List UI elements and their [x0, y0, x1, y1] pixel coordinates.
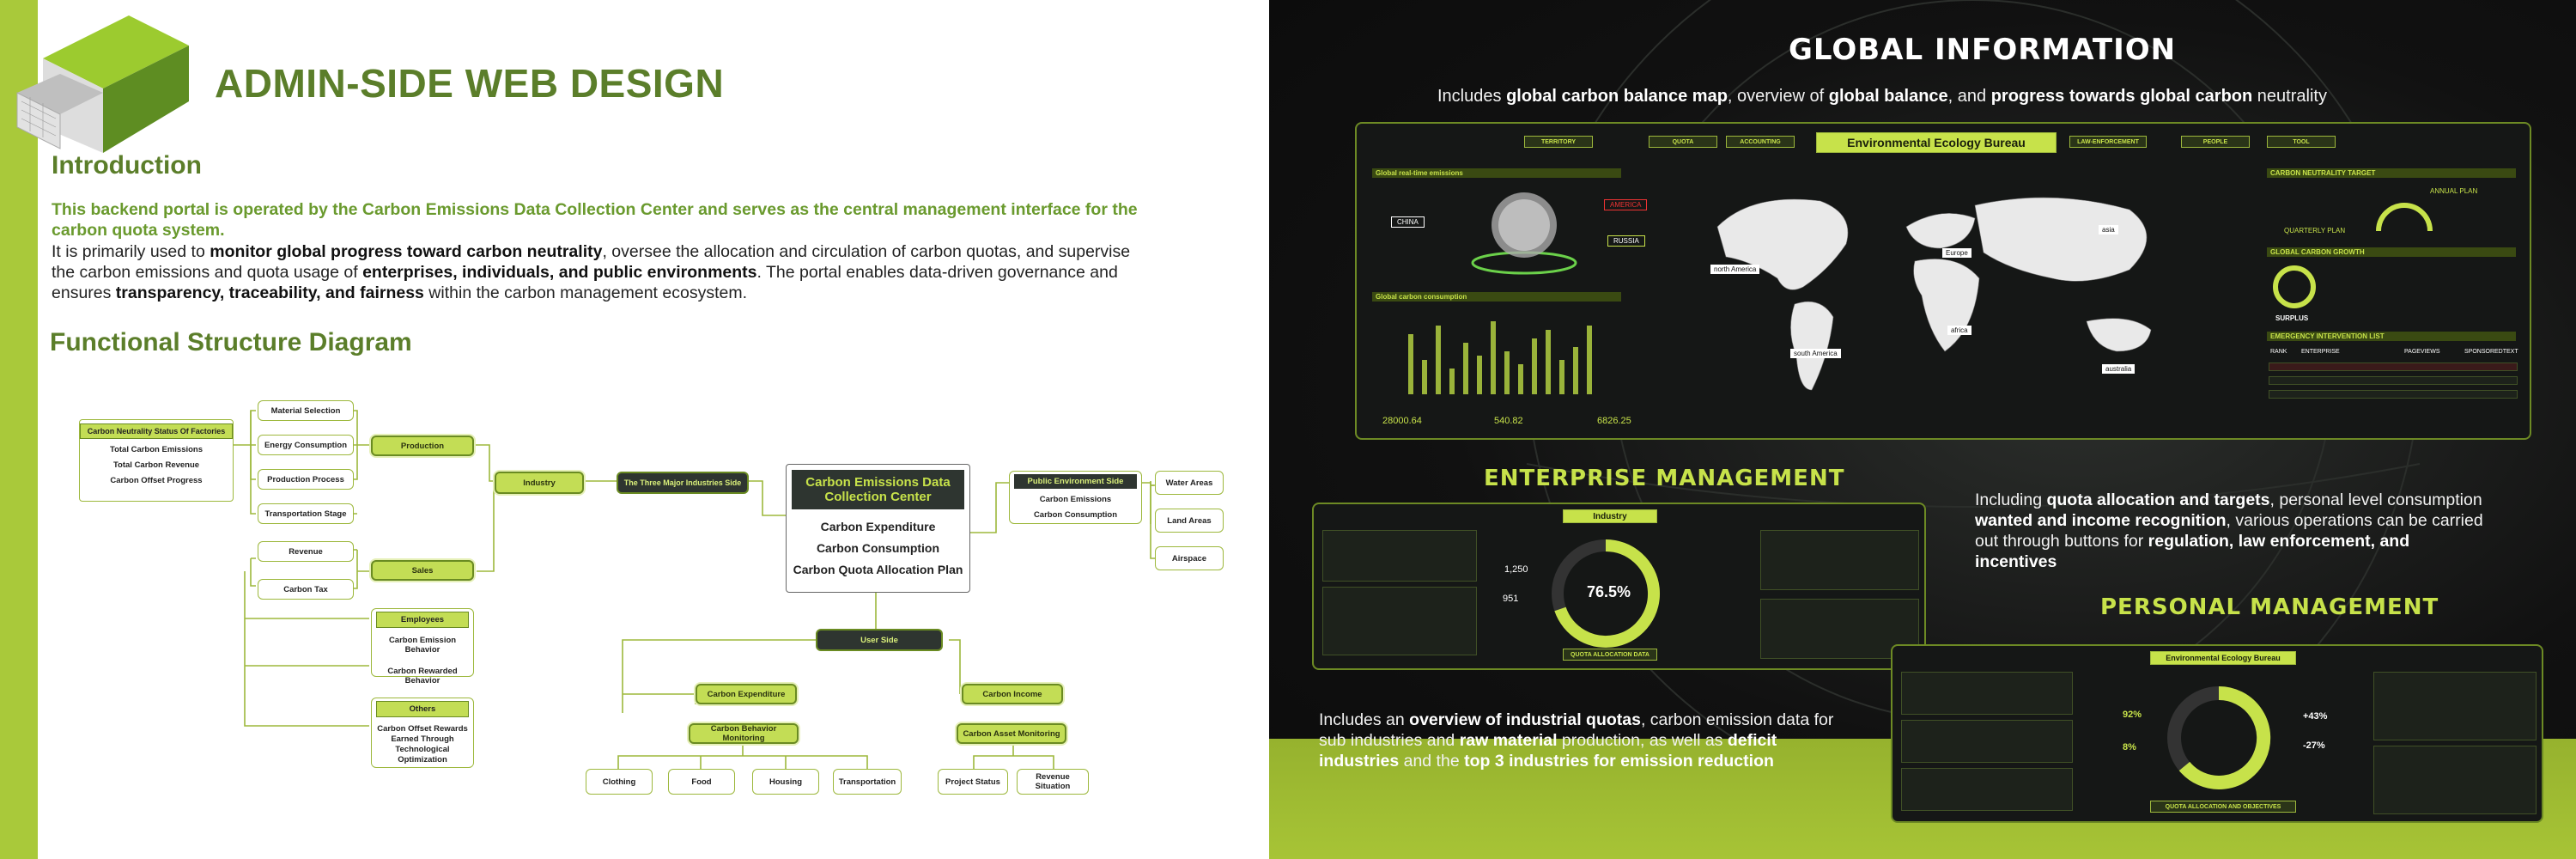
- diagram-heading: Functional Structure Diagram: [50, 328, 412, 356]
- quota-percent: 76.5%: [1587, 583, 1631, 600]
- neutrality-target-label: CARBON NEUTRALITY TARGET: [2267, 168, 2516, 178]
- employee-item: Carbon Rewarded Behavior: [387, 667, 458, 685]
- employees-card: [371, 608, 474, 685]
- intro-lead: This backend portal is operated by the Carbon Emissions Data Collection Center and serves as the central management interface for the carbon quota system.: [52, 200, 1138, 240]
- data-center-card: [786, 464, 970, 593]
- bureau-title: Environmental Ecology Bureau: [1816, 132, 2057, 153]
- region-label: australia: [2102, 364, 2135, 374]
- growth-label: GLOBAL CARBON GROWTH: [2267, 247, 2516, 257]
- public-side-card: [1009, 471, 1142, 524]
- public-side-title: Public Environment Side: [1014, 474, 1138, 489]
- nav-tab[interactable]: ACCOUNTING: [1726, 136, 1795, 148]
- public-item: Carbon Emissions: [1039, 495, 1112, 504]
- industry-node: Industry: [495, 472, 584, 494]
- personal-title: PERSONAL MANAGEMENT: [2100, 594, 2439, 620]
- country-label: AMERICA: [1604, 199, 1647, 210]
- enterprise-title: ENTERPRISE MANAGEMENT: [1484, 466, 1845, 491]
- employee-item: Carbon Emission Behavior: [388, 636, 457, 655]
- data-center-title: Carbon Emissions Data Collection Center: [792, 470, 964, 509]
- income-card: [2373, 746, 2537, 814]
- enterprise-dashboard-screenshot: [1312, 503, 1926, 670]
- behavior-item: Housing: [752, 769, 819, 795]
- others-title: Others: [376, 701, 470, 717]
- admin-design-panel: [0, 0, 1269, 859]
- global-info-desc: Includes global carbon balance map, overview of global balance, and progress towards global carbon neutrality: [1437, 87, 2327, 106]
- enterprise-desc: Includes an overview of industrial quotas, carbon emission data for sub industries and raw material production, as well as deficit industries and the top 3 industries for emission reduction: [1319, 710, 1834, 771]
- table-header: SPONSOREDTEXT: [2464, 349, 2518, 355]
- nav-tab[interactable]: PEOPLE: [2181, 136, 2250, 148]
- center-item: Carbon Expenditure: [820, 520, 936, 533]
- nav-tab[interactable]: QUOTA: [1649, 136, 1717, 148]
- emergency-label: EMERGENCY INTERVENTION LIST: [2267, 332, 2516, 341]
- carbon-expenditure-node: Carbon Expenditure: [696, 684, 797, 704]
- intro-heading: Introduction: [52, 151, 202, 180]
- table-header: ENTERPRISE: [2301, 349, 2340, 355]
- asset-monitoring-node: Carbon Asset Monitoring: [957, 723, 1066, 744]
- industry-tab[interactable]: Industry: [1563, 509, 1657, 523]
- enforcement-card: [1901, 720, 2073, 763]
- personal-percent: 92%: [2123, 710, 2142, 720]
- enterprise-card: [1322, 587, 1477, 655]
- asset-item: Revenue Situation: [1017, 769, 1089, 795]
- region-label: north America: [1710, 265, 1759, 274]
- personal-ring-chart: [2150, 673, 2287, 802]
- stat-value: 28000.64: [1382, 416, 1422, 426]
- personal-dashboard-screenshot: [1891, 644, 2543, 823]
- table-row[interactable]: [2269, 362, 2518, 371]
- three-major-industries-node: The Three Major Industries Side: [617, 472, 749, 494]
- global-dashboard-screenshot: [1355, 122, 2531, 440]
- employees-title: Employees: [376, 612, 470, 628]
- realtime-label: Global real-time emissions: [1372, 168, 1621, 178]
- growth-gauge: [2269, 261, 2320, 313]
- enterprise-list: [1760, 530, 1919, 590]
- table-row[interactable]: [2269, 376, 2518, 385]
- intro-body: It is primarily used to monitor global progress toward carbon neutrality, oversee the allocation and circulation of carbon quotas, and supervise the carbon emissions and quota usage of enterprises, individuals, and public environments. The portal enables data-driven governance and ensures transparency, traceability, and fairness within the carbon management ecosystem.: [52, 242, 1131, 302]
- carbon-income-node: Carbon Income: [962, 684, 1063, 704]
- table-header: RANK: [2270, 349, 2287, 355]
- nav-tab[interactable]: TERRITORY: [1524, 136, 1593, 148]
- surplus-label: SURPLUS: [2275, 314, 2309, 322]
- country-label: CHINA: [1391, 216, 1425, 228]
- region-label: Europe: [1942, 248, 1971, 258]
- regulation-tools-card: [1901, 672, 2073, 715]
- nav-tab[interactable]: LAW-ENFORCEMENT: [2069, 136, 2147, 148]
- area-node: Water Areas: [1155, 471, 1224, 495]
- factory-item: Total Carbon Emissions: [109, 445, 204, 454]
- region-label: asia: [2099, 225, 2118, 235]
- behavior-item: Clothing: [586, 769, 653, 795]
- quota-value: 951: [1503, 594, 1519, 604]
- asset-item: Project Status: [938, 769, 1008, 795]
- global-info-title: GLOBAL INFORMATION: [1789, 33, 2177, 67]
- quota-data-label: QUOTA ALLOCATION DATA: [1563, 649, 1657, 661]
- factory-item: Carbon Offset Progress: [110, 476, 203, 485]
- diagram-node: Energy Consumption: [258, 435, 354, 455]
- personal-percent: -27%: [2303, 740, 2325, 751]
- plan-gauge: [2370, 184, 2439, 235]
- quota-objectives-label: QUOTA ALLOCATION AND OBJECTIVES: [2150, 801, 2296, 813]
- diagram-node: Revenue: [258, 541, 354, 562]
- factory-item: Total Carbon Revenue: [112, 460, 200, 470]
- factory-status-title: Carbon Neutrality Status Of Factories: [80, 423, 233, 439]
- personal-bureau-title: Environmental Ecology Bureau: [2150, 651, 2296, 665]
- user-side-node: User Side: [816, 629, 943, 651]
- table-row[interactable]: [2269, 390, 2518, 399]
- public-item: Carbon Consumption: [1033, 510, 1118, 520]
- personal-desc: Including quota allocation and targets, personal level consumption wanted and income recognition, various operations can be carried out through buttons for regulation, law enforcement, and incentives: [1975, 490, 2483, 571]
- center-item: Carbon Consumption: [816, 541, 940, 555]
- diagram-node: Production Process: [258, 469, 354, 490]
- stat-value: 540.82: [1494, 416, 1523, 426]
- consumption-bar-chart: [1391, 308, 1631, 394]
- area-node: Land Areas: [1155, 509, 1224, 533]
- diagram-node: Transportation Stage: [258, 503, 354, 524]
- production-node: Production: [371, 436, 474, 456]
- nav-tab[interactable]: TOOL: [2267, 136, 2336, 148]
- quarterly-plan-label: QUARTERLY PLAN: [2284, 227, 2346, 235]
- page-title: ADMIN-SIDE WEB DESIGN: [215, 61, 725, 106]
- personal-percent: 8%: [2123, 742, 2136, 752]
- globe-icon: [1460, 184, 1589, 278]
- center-item: Carbon Quota Allocation Plan: [793, 563, 963, 576]
- behavior-item: Transportation: [833, 769, 902, 795]
- quota-value: 1,250: [1504, 564, 1528, 575]
- country-label: RUSSIA: [1607, 235, 1645, 247]
- incentive-card: [1901, 768, 2073, 811]
- annual-plan-label: ANNUAL PLAN: [2430, 187, 2478, 195]
- dashboard-showcase-panel: [1269, 0, 2576, 859]
- sales-node: Sales: [371, 560, 474, 581]
- diagram-node: Carbon Tax: [258, 579, 354, 600]
- others-item: Carbon Offset Rewards Earned Through Technological Optimization: [377, 724, 468, 765]
- personal-percent: +43%: [2303, 711, 2328, 722]
- area-node: Airspace: [1155, 546, 1224, 570]
- behavior-monitoring-node: Carbon Behavior Monitoring: [689, 723, 799, 744]
- others-card: [371, 698, 474, 768]
- consumption-card: [2373, 672, 2537, 740]
- stat-value: 6826.25: [1597, 416, 1631, 426]
- behavior-item: Food: [668, 769, 735, 795]
- world-map: [1683, 167, 2233, 424]
- consumption-label: Global carbon consumption: [1372, 292, 1621, 302]
- diagram-node: Material Selection: [258, 400, 354, 421]
- table-header: PAGEVIEWS: [2404, 349, 2440, 355]
- region-label: africa: [1947, 326, 1971, 335]
- region-label: south America: [1790, 349, 1841, 358]
- factory-status-card: [79, 419, 234, 502]
- enterprise-card: [1322, 530, 1477, 582]
